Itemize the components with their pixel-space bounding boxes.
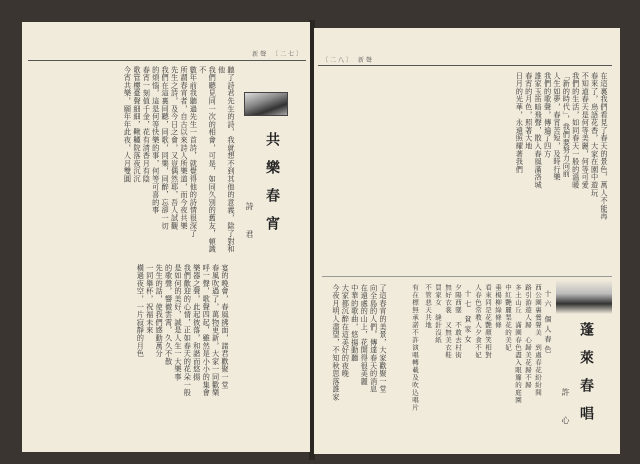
text-column: 我們在這裏同聽，同歌，同樂，同醉，忘卻一切 (161, 66, 171, 230)
left-page-header: 新聲 〔二七〕 (252, 51, 304, 58)
text-column: 在遠處的山上，花開得很美麗 (360, 284, 370, 386)
poem-line: 人春色常教人夕食不妃 (474, 284, 482, 359)
text-column: 呼一聲，歌聲四起，雖然是小小的集會 (202, 264, 212, 397)
text-column: 大家都沉醉在這美好的夜晚 (341, 284, 351, 378)
copyright-notice: 有在標無承諾不許演唱轉載及吹込唱片 (411, 284, 419, 412)
text-column: 歌管樓臺聲細細，鞦韆院落夜沉沉 (132, 66, 142, 183)
poem-body (394, 284, 552, 444)
text-column: 日月的光華，永遠照耀著我們 (515, 72, 525, 174)
poem-line: 西公園裏鶯聲美 到處春花紛紛開 (534, 284, 542, 397)
right-body-bottom (320, 284, 388, 444)
text-column: 不知道春天是何等美麗，何等可愛 (581, 72, 591, 189)
poem-line: 買家女 縫針沒紙 (434, 284, 442, 344)
poem-section-heading: 十六 個人春色 (544, 290, 552, 356)
header-rule (28, 60, 306, 61)
text-column: 聽了詩君先生的詩，我就想不到其他的意義，除了對和他 (217, 66, 236, 254)
left-page (22, 22, 310, 452)
poem-line: 中紅艷麗梨花的美妃 (504, 284, 512, 352)
text-column: 先生的話，使我們感動萬分 (155, 264, 165, 358)
text-column: 向全島的人們，傳達春天的消息 (369, 284, 379, 394)
right-page-header: 〔二八〕 新聲 (322, 57, 374, 64)
left-body-top (30, 66, 236, 256)
article-author: 詩君 (245, 202, 254, 258)
poem-title: 蓬萊春唱 (578, 322, 594, 434)
article-title: 共樂春宵 (264, 132, 280, 244)
text-column: 誰家玉笛暗飛聲，散入春風滿洛城 (534, 72, 544, 189)
poem-line: 看來同是花艷顏笑相對 (484, 284, 492, 359)
text-column: 我們聽見同一次的相會，可是，如同久別的舊友，頓識不 (198, 66, 218, 254)
text-column: 今宵共樂，願年年此夜，人月雙圓 (123, 66, 133, 183)
text-column: 人生如夢，春宵苦短，及時行樂 (552, 72, 562, 182)
text-column: 數年前我聽過先生一首詩，就覺得他的詩情很深了 (189, 66, 199, 238)
text-column: 所謂春宵者，自古以來詩人所樂道，而今夜共樂 (179, 66, 189, 230)
poem-line: 垂楊柳綠條條 (494, 284, 502, 329)
text-column: 「新的時代」，我們要努力向前 (562, 72, 572, 178)
poem-line: 多土山丘 滿園春色盡入眼簾的庭園 (514, 284, 522, 404)
text-column: 樂器之聲，此起彼落，和諧而悠揚 (192, 264, 202, 381)
text-column: 春風吹過了，萬物更新，大家一同歡樂 (211, 264, 221, 397)
text-column: 今夜月明人盡望，不知秋思落誰家 (331, 284, 341, 401)
text-column: 是如何的美好，誠是人生一大樂事 (173, 264, 183, 381)
text-column: 在這裏我們看見了春天的景色，萬人不能再 (600, 72, 609, 221)
text-column: 宴的晚會，春風拂面，諸君歡聚一堂 (221, 264, 230, 389)
poem-line: 路引游遊人歸 心歸美花歸不歸 (524, 284, 532, 389)
text-column: 春宵的月色，照著大地 (524, 72, 534, 150)
text-column: 了這春宵的美景，大家歡聚一堂 (379, 284, 388, 394)
landscape-illustration (556, 280, 612, 314)
text-column: 的歌聲，響徹雲霄，久久不散 (164, 264, 174, 366)
header-rule (318, 65, 612, 66)
text-column: 春來了，鳥語花香，大家在園中遊玩 (590, 72, 600, 197)
section-rule (322, 276, 612, 277)
text-column: 中華的歌曲，悠揚動聽 (350, 284, 360, 362)
title-illustration (244, 92, 288, 116)
poem-line: 無好衣裳 又無美衣鞋 (444, 284, 452, 359)
left-body-bottom (30, 264, 230, 444)
text-column: 橫過夜空，一片寂靜的月色 (136, 264, 146, 358)
text-column: 我們的生活，如同春天一般的溫暖 (571, 72, 581, 189)
right-body-top (324, 72, 609, 272)
text-column: 春宵一刻值千金，花有清香月有陰 (142, 66, 152, 183)
poem-author: 許心 (561, 388, 570, 444)
text-column: 先生之詩，及今日之會，又豈偶然耶，吾人試觀 (170, 66, 180, 230)
text-column: 我們歡迎的心情，正如春天的花朵一般 (183, 264, 193, 397)
text-column: 的煩惱，這是何等快樂的事，何等可喜的事 (151, 66, 161, 215)
poem-section-heading: 十七 貧家女 (464, 290, 472, 346)
text-column: 我們的歌聲，傳遍了四方 (543, 72, 553, 158)
right-page (314, 28, 620, 454)
poem-line: 夕陽西墜 不敢去村街 (454, 284, 462, 359)
poem-line: 不管悲天共地 (424, 284, 432, 329)
text-column: 一同舉杯，祝福未來 (145, 264, 155, 335)
